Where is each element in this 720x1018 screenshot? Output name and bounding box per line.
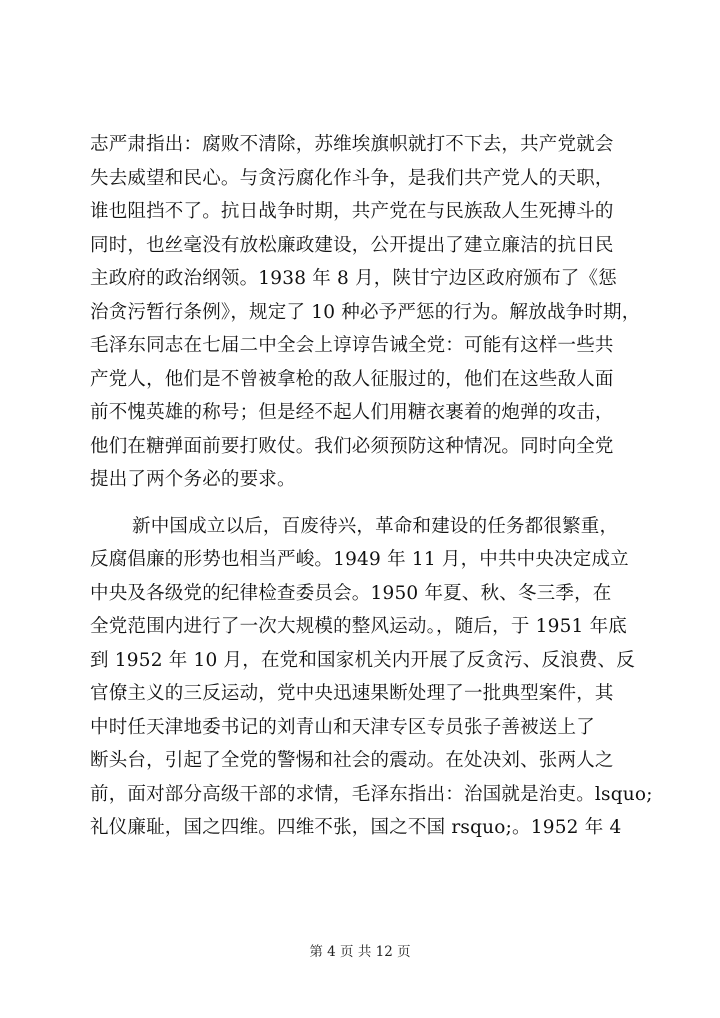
text-line: 治贪污暂行条例》，规定了 10 种必予严惩的行为。解放战争时期， bbox=[90, 301, 641, 323]
text-line: 新中国成立以后，百废待兴，革命和建设的任务都很繁重， bbox=[132, 515, 619, 537]
text-line: 官僚主义的三反运动，党中央迅速果断处理了一批典型案件，其 bbox=[90, 683, 614, 704]
text-line: 礼仪廉耻，国之四维。四维不张，国之不国 rsquo;。1952 年 4 bbox=[90, 817, 622, 838]
page-number-footer: 第 4 页 共 12 页 bbox=[309, 944, 411, 960]
text-line: 志严肃指出：腐败不清除，苏维埃旗帜就打不下去，共产党就会 bbox=[90, 134, 614, 155]
text-line: 提出了两个务必的要求。 bbox=[90, 469, 296, 490]
text-line: 失去威望和民心。与贪污腐化作斗争，是我们共产党人的天职， bbox=[90, 167, 614, 189]
text-line: 全党范围内进行了一次大规模的整风运动。，随后，于 1951 年底 bbox=[90, 616, 627, 637]
text-line: 到 1952 年 10 月，在党和国家机关内开展了反贪污、反浪费、反 bbox=[90, 649, 635, 671]
text-line: 产党人，他们是不曾被拿枪的敌人征服过的，他们在这些敌人面 bbox=[90, 368, 614, 390]
text-line: 前，面对部分高级干部的求情，毛泽东指出：治国就是治吏。lsquo; bbox=[90, 783, 653, 805]
body-text bbox=[90, 128, 653, 845]
paragraph-1 bbox=[90, 128, 641, 497]
text-line: 他们在糖弹面前要打败仗。我们必须预防这种情况。同时向全党 bbox=[90, 435, 614, 457]
text-line: 同时，也丝毫没有放松廉政建设，公开提出了建立廉洁的抗日民 bbox=[90, 234, 614, 256]
text-line: 毛泽东同志在七届二中全会上谆谆告诫全党：可能有这样一些共 bbox=[90, 335, 614, 356]
text-line: 主政府的政治纲领。1938 年 8 月，陕甘宁边区政府颁布了《惩 bbox=[90, 268, 617, 289]
paragraph-2 bbox=[90, 510, 653, 845]
text-line: 反腐倡廉的形势也相当严峻。1949 年 11 月，中共中央决定成立 bbox=[90, 549, 629, 570]
text-line: 谁也阻挡不了。抗日战争时期，共产党在与民族敌人生死搏斗的 bbox=[90, 201, 614, 222]
text-line: 断头台，引起了全党的警惕和社会的震动。在处决刘、张两人之 bbox=[90, 750, 614, 771]
text-line: 前不愧英雄的称号；但是经不起人们用糖衣裹着的炮弹的攻击， bbox=[90, 402, 614, 423]
text-line: 中时任天津地委书记的刘青山和天津专区专员张子善被送上了 bbox=[90, 716, 595, 738]
text-line: 中央及各级党的纪律检查委员会。1950 年夏、秋、冬三季，在 bbox=[90, 582, 612, 604]
